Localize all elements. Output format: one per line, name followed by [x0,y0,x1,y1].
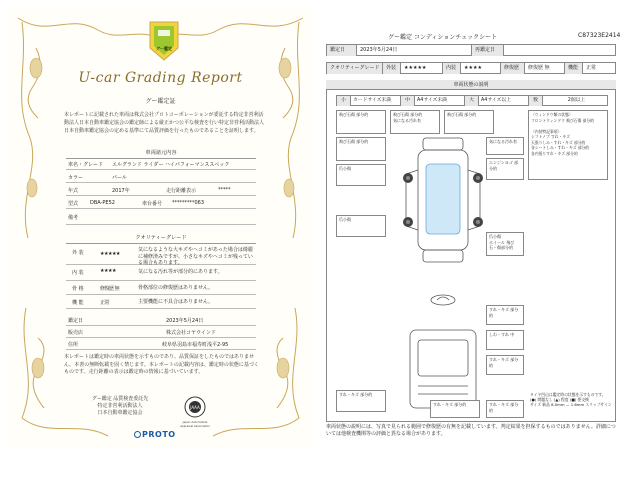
certificate-subtitle: グー鑑定証 [145,98,176,105]
vehicle-color-row [66,171,256,183]
mileage-label: 走行距離表示 [166,188,197,194]
jaaa-logo-icon [184,396,206,418]
redate-label: 再鑑定日 [472,45,504,56]
condition-note: 飛び石傷 部分的 気になる汚れ有 [390,110,440,134]
condition-note: 飛び石傷 部分的 [336,137,386,161]
size-large-desc: A4サイズ以上 [479,96,529,106]
address-value: 岐阜県羽島市福寿町浅平2-95 [162,342,229,348]
dealer-label: 販売店 [68,330,84,336]
condition-panel-title: 車両状態の説明 [326,80,616,90]
address-label: 住所 [68,342,79,348]
exterior-label: 外装 [383,63,401,74]
condition-note: 爪小傷 [336,215,386,237]
quality-row-frame [66,281,256,295]
sheet-title: グー鑑定 コンディションチェックシート [388,34,498,41]
organization-name: グー鑑定 品質検査委託先 特定非営利活動法人 日本自動車鑑定協会 [91,396,149,416]
condition-note: すれ・キズ 部分的 [486,355,524,375]
badge-text: グー鑑定 [156,46,172,51]
vehicle-name-row [66,158,256,170]
quality-desc: 気になるような大キズやヘコミがあった場合は綺麗に補修済みですが、小さなキズやヘコミが残っている場合もあります。 [138,247,253,266]
address-row [66,338,256,350]
vehicle-year-label: 年式 [68,188,79,194]
proto-logo-text: PROTO [142,430,176,439]
quality-desc: 気になる汚れ等が部分的にあります。 [138,269,223,275]
quality-row-function [66,295,256,309]
proto-logo [134,430,176,439]
sheet-footer: 車両状態の説明には、写真で見られる範囲で修復歴の有無を記載しています。判定結果を担保するものではありません。詳細については他検査機関等の評価と異なる場合があります。 [326,424,616,437]
condition-note: 飛び石傷 部分的 [444,110,494,134]
sheet-code: C87323E2414 [578,32,621,39]
condition-note: すれ・キズ 部分的 [486,305,524,325]
size-large-label: 大 [465,96,479,106]
damage-size-legend [336,95,608,106]
condition-note: すれ・キズ 部分的 [336,390,386,412]
chassis-value: *********063 [172,200,205,206]
quality-desc: 骨格部位の修復歴はありません。 [138,285,214,291]
exterior-value: ★★★★★ [401,63,443,74]
size-medium-label: 中 [401,96,415,106]
redate-value [504,45,616,56]
quality-section-title: クオリティーグレード [66,234,256,244]
certificate-title: U-car Grading Report [78,70,243,86]
quality-label: 機 能 [72,300,84,306]
certificate-intro: 本レポートに記載された車両は株式会社プロトコーポレーションが委託する特定非営利活動法人日本自動車鑑定協会の鑑定師による厳正かつ公平な検査を行い特定非営利活動法人日本自動車鑑定協会の定める基準にて品質評価を行ったものであることを証明します。 [64,112,265,134]
condition-note: エンジンヨゴ 部分的 [486,158,524,180]
quality-stars: 正常 [100,300,110,306]
vehicle-color-label: カラー [68,175,84,181]
quality-row-interior [66,265,256,281]
size-small-label: 小 [337,96,351,106]
vehicle-notes-label: 備考 [68,215,79,221]
interior-notes: 〈ウィンドウ類の状態〉 フロントウィンドウ 飛び石傷 部分的 〈内装特記事項〉 シフトノブ すれ・キズ 天張りしみ・すれ・キズ 部分的 各シートしみ・すれ・キズ 部分的 各内張りすれ・キズ 部分的 [528,110,608,180]
interior-label: 内装 [443,63,461,74]
chassis-label: 車台番号 [142,201,163,207]
certificate-disclaimer: 本レポートは鑑定時の車両状態を示すものであり、品質保証をしたものではありません。本書の無断転載を固く禁じます。本レポートの記載内容は、鑑定時の状態に基づくものです。走行距離の表示は鑑定時の情報に基づいています。 [64,354,259,375]
vehicle-model-label: 型式 [68,201,79,207]
condition-note: 爪小傷 [336,164,386,186]
condition-note: 気になる汚れ有 [486,137,524,155]
interior-value: ★★★★ [461,63,501,74]
appraisal-date-label: 鑑定日 [68,318,84,324]
vehicle-notes-row [66,211,256,225]
repair-value: 修復歴 無 [525,63,565,74]
vehicle-section-title: 車両諸元内容 [66,149,256,159]
condition-note: すれ・キズ 部分的 [430,400,480,418]
appraisal-date-value: 2023年5月24日 [166,318,204,324]
quality-label: 内 装 [72,270,84,276]
quality-label: 骨 格 [72,286,84,292]
vehicle-model-row [66,197,256,209]
condition-note: しわ・すれ 中 [486,330,524,350]
condition-note: 爪小傷 ホイール 飛び石・傷部分的 [486,232,524,256]
sheet-quality-row [326,62,616,74]
appraisal-date-row [66,314,256,326]
count-desc: 2個以上 [567,98,586,103]
quality-grade-label: クオリティーグレード [327,63,383,74]
function-label: 機能 [565,63,583,74]
vehicle-diagram [388,130,498,420]
quality-stars: 修復歴 無 [100,286,120,292]
dealer-row [66,326,256,338]
vehicle-model-value: DBA-PE52 [90,200,115,206]
condition-note: 飛び石傷 部分的 [336,110,386,134]
vehicle-year-value: 2017年 [112,188,130,194]
vehicle-year-row [66,184,256,196]
jaaa-text: Japan Automobile Appraisal Association [180,420,210,428]
condition-note: すれ・キズ 部分的 [486,400,524,418]
mileage-value: ***** [218,187,231,193]
size-small-desc: カードサイズ未満 [351,96,401,106]
svg-text:JAAA: JAAA [190,405,200,410]
goo-badge-icon [146,20,182,62]
date-value: 2023年5月24日 [357,45,472,56]
vehicle-name-value: エルグランド ライダー ハイパフォーマンススペック [112,162,230,168]
size-medium-desc: A4サイズ未満 [415,96,465,106]
sheet-date-row [326,44,616,56]
quality-label: 外 装 [72,250,84,256]
count-label: 数 [529,96,543,106]
quality-stars: ★★★★★ [100,251,120,257]
quality-stars: ★★★★ [100,268,116,274]
quality-row-exterior [66,245,256,265]
quality-desc: 主要機能に不具合はありません。 [138,299,214,305]
function-value: 正常 [586,65,597,71]
dealer-value: 株式会社コヤウインド [166,330,216,336]
repair-label: 修復歴 [501,63,525,74]
vehicle-color-value: パール [112,175,127,181]
vehicle-name-label: 車名・グレード [68,162,104,168]
tire-legend: タイヤ凹山は鑑定時の状態を示すものです。 (●) 問題なし (▲) 程度 (■) 要交換 サイズ 新品 8.0mm — 1.6mm スリップサイン [530,392,612,407]
date-label: 鑑定日 [327,45,357,56]
proto-circle-icon [134,431,141,438]
